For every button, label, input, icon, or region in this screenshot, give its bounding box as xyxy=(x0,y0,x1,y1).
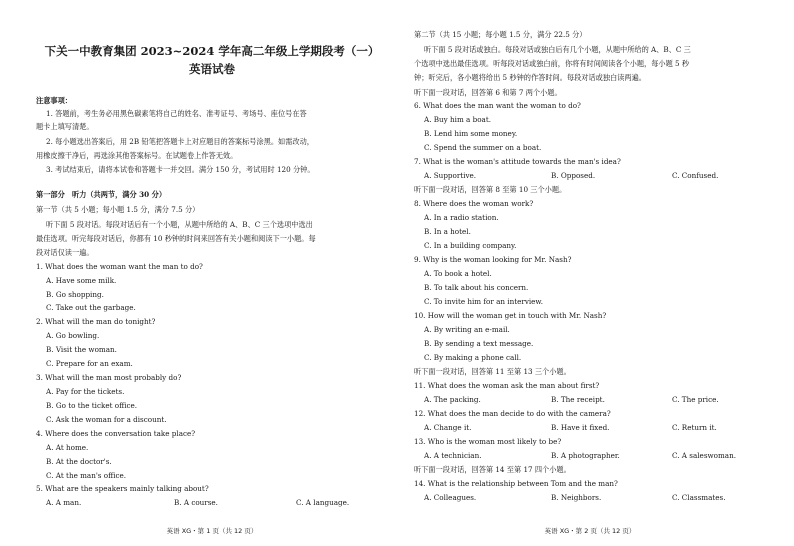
option-c: C. Take out the garbage. xyxy=(46,303,136,312)
question-12: 12. What does the man decide to do with the camera? xyxy=(414,409,611,418)
option-c: C. By making a phone call. xyxy=(424,353,522,362)
question-1: 1. What does the woman want the man to do? xyxy=(36,262,203,271)
dialogue-instruction: 听下面一段对话，回答第 8 至第 10 三个小题。 xyxy=(414,185,567,194)
question-8: 8. Where does the woman work? xyxy=(414,199,534,208)
option-b: B. Opposed. xyxy=(551,171,596,180)
section-2-intro: 听下面 5 段对话或独白。每段对话或独白后有几个小题，从题中所给的 A、B、C 三 xyxy=(424,45,691,54)
question-14: 14. What is the relationship between Tom and the man? xyxy=(414,479,618,488)
question-5: 5. What are the speakers mainly talking about? xyxy=(36,484,209,493)
option-a: A. A technician. xyxy=(424,451,482,460)
question-6: 6. What does the man want the woman to do? xyxy=(414,101,581,110)
notice-heading: 注意事项： xyxy=(36,96,72,105)
option-a: A. The packing. xyxy=(424,395,481,404)
option-c: C. To invite him for an interview. xyxy=(424,297,544,306)
option-b: B. To talk about his concern. xyxy=(424,283,529,292)
notice-line: 1. 答题前，考生务必用黑色碳素笔将自己的姓名、准考证号、考场号、座位号在答 xyxy=(46,109,307,118)
section-2-heading: 第二节（共 15 小题；每小题 1.5 分，满分 22.5 分） xyxy=(414,30,587,39)
option-c: C. A saleswoman. xyxy=(672,451,736,460)
page-footer: 英语 XG・第 1 页（共 12 页） xyxy=(166,527,258,535)
exam-page-2 xyxy=(414,0,768,546)
section-1-intro: 听下面 5 段对话。每段对话后有一个小题，从题中所给的 A、B、C 三个选项中选出 xyxy=(46,220,313,229)
page-footer: 英语 XG・第 2 页（共 12 页） xyxy=(544,527,636,535)
question-9: 9. Why is the woman looking for Mr. Nash? xyxy=(414,255,572,264)
section-1-intro: 最佳选项。听完每段对话后，你都有 10 秒钟的时间来回答有关小题和阅读下一小题。每 xyxy=(36,234,316,243)
option-a: A. In a radio station. xyxy=(424,213,499,222)
section-2-intro: 个选项中选出最佳选项。听每段对话或独白前，你将有时间阅读各个小题，每小题 5 秒 xyxy=(414,59,690,68)
option-b: B. Neighbors. xyxy=(551,493,602,502)
option-a: A. A man. xyxy=(46,498,82,507)
option-a: A. Colleagues. xyxy=(424,493,477,502)
question-2: 2. What will the man do tonight? xyxy=(36,317,156,326)
option-a: A. Buy him a boat. xyxy=(424,115,492,124)
exam-subject-title: 英语试卷 xyxy=(189,62,235,76)
option-c: C. Confused. xyxy=(672,171,719,180)
notice-line: 3. 考试结束后，请将本试卷和答题卡一并交回。满分 150 分，考试用时 120 分钟。 xyxy=(46,165,315,174)
option-a: A. Supportive. xyxy=(424,171,477,180)
option-c: C. In a building company. xyxy=(424,241,517,250)
option-a: A. At home. xyxy=(46,443,89,452)
option-a: A. By writing an e-mail. xyxy=(424,325,510,334)
option-b: B. Go shopping. xyxy=(46,290,104,299)
option-c: C. A language. xyxy=(296,498,350,507)
option-b: B. At the doctor's. xyxy=(46,457,112,466)
question-7: 7. What is the woman's attitude towards the man's idea? xyxy=(414,157,621,166)
exam-page-1 xyxy=(36,0,388,546)
option-b: B. By sending a text message. xyxy=(424,339,534,348)
option-a: A. Change it. xyxy=(424,423,472,432)
question-3: 3. What will the man most probably do? xyxy=(36,373,182,382)
option-b: B. Visit the woman. xyxy=(46,345,117,354)
option-b: B. A photographer. xyxy=(551,451,620,460)
section-1-heading: 第一节（共 5 小题；每小题 1.5 分，满分 7.5 分） xyxy=(36,205,200,214)
option-c: C. Spend the summer on a boat. xyxy=(424,143,542,152)
option-a: A. To book a hotel. xyxy=(424,269,492,278)
dialogue-instruction: 听下面一段对话，回答第 11 至第 13 三个小题。 xyxy=(414,367,571,376)
option-b: B. In a hotel. xyxy=(424,227,471,236)
question-13: 13. Who is the woman most likely to be? xyxy=(414,437,562,446)
option-c: C. At the man's office. xyxy=(46,471,127,480)
option-b: B. A course. xyxy=(174,498,218,507)
option-b: B. Lend him some money. xyxy=(424,129,518,138)
notice-line: 题卡上填写清楚。 xyxy=(36,122,94,131)
option-a: A. Pay for the tickets. xyxy=(46,387,125,396)
option-b: B. Go to the ticket office. xyxy=(46,401,138,410)
notice-line: 2. 每小题选出答案后，用 2B 铅笔把答题卡上对应题目的答案标号涂黑。如需改动， xyxy=(46,137,314,146)
section-1-intro: 段对话仅读一遍。 xyxy=(36,248,94,257)
option-c: C. Classmates. xyxy=(672,493,726,502)
part-1-heading: 第一部分 听力（共两节，满分 30 分） xyxy=(36,190,167,199)
exam-title: 下关一中教育集团 2023~2024 学年高二年级上学期段考（一） xyxy=(44,44,380,58)
option-b: B. The receipt. xyxy=(551,395,605,404)
question-11: 11. What does the woman ask the man about first? xyxy=(414,381,600,390)
question-4: 4. Where does the conversation take place? xyxy=(36,429,196,438)
option-c: C. Ask the woman for a discount. xyxy=(46,415,167,424)
option-a: A. Have some milk. xyxy=(46,276,117,285)
section-2-intro: 钟；听完后，各小题将给出 5 秒钟的作答时间。每段对话或独白读两遍。 xyxy=(414,73,646,82)
notice-line: 用橡皮擦干净后，再选涂其他答案标号。在试题卷上作答无效。 xyxy=(36,151,238,160)
option-a: A. Go bowling. xyxy=(46,331,100,340)
option-c: C. Prepare for an exam. xyxy=(46,359,133,368)
dialogue-instruction: 听下面一段对话，回答第 14 至第 17 四个小题。 xyxy=(414,465,571,474)
option-c: C. The price. xyxy=(672,395,719,404)
option-c: C. Return it. xyxy=(672,423,717,432)
dialogue-instruction: 听下面一段对话，回答第 6 和第 7 两个小题。 xyxy=(414,88,562,97)
question-10: 10. How will the woman get in touch with Mr. Nash? xyxy=(414,311,607,320)
option-b: B. Have it fixed. xyxy=(551,423,610,432)
